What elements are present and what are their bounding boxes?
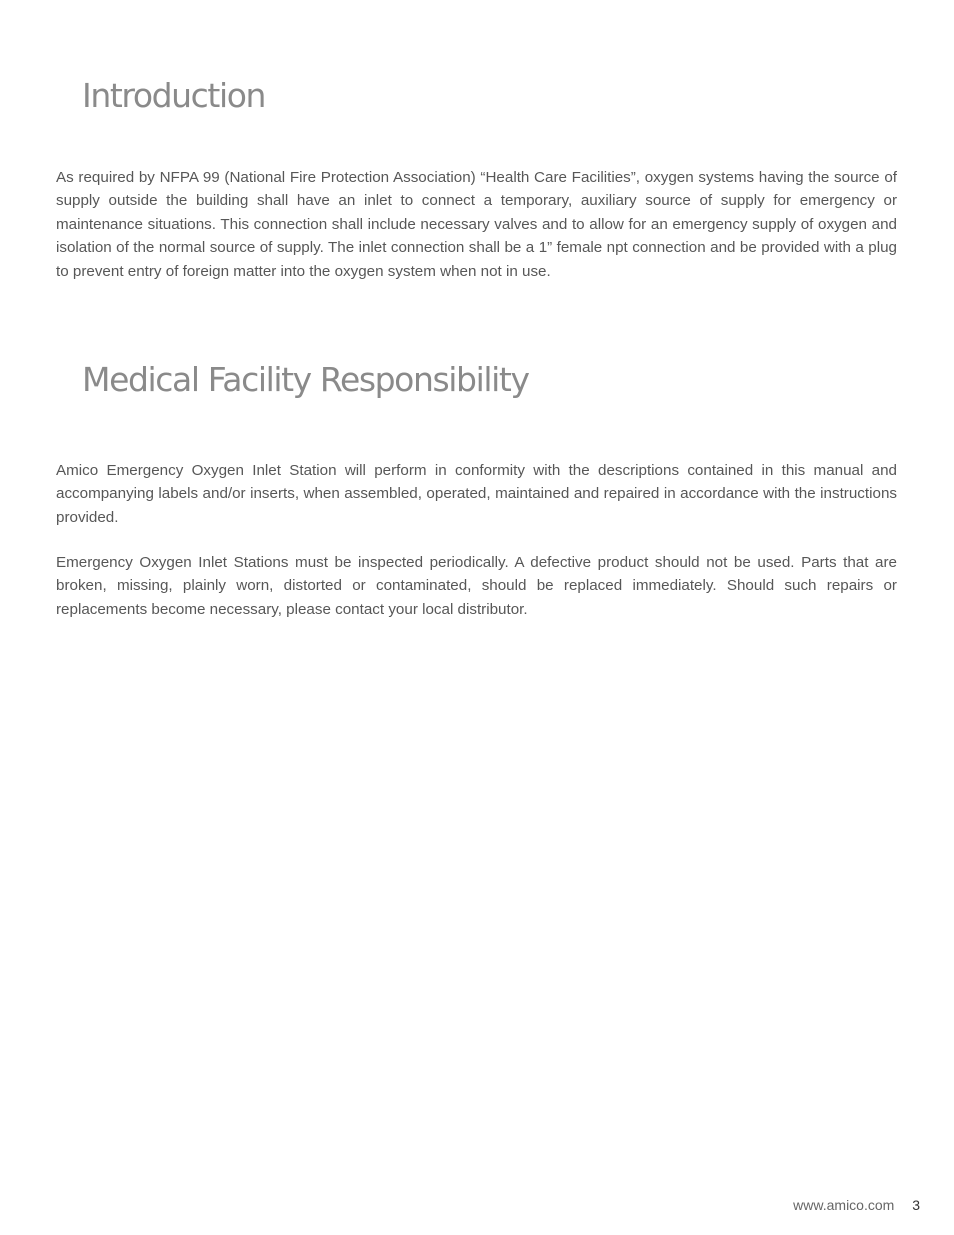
footer-website-link[interactable]: www.amico.com xyxy=(793,1197,895,1213)
page-number: 3 xyxy=(912,1197,920,1213)
responsibility-paragraph-inspection: Emergency Oxygen Inlet Stations must be inspected periodically. A defective product should not be used. Parts that are broken, missing, plainly worn, distorted or contaminated, should be replaced immediately. Should such repairs or replacements become necessary, please contact your local distributor. xyxy=(56,554,897,618)
responsibility-heading: Medical Facility Responsibility xyxy=(82,360,529,399)
introduction-heading: Introduction xyxy=(82,76,266,115)
responsibility-paragraph-conformity: Amico Emergency Oxygen Inlet Station will perform in conformity with the descriptions contained in this manual and accompanying labels and/or inserts, when assembled, operated, maintained and repaired in accordance with the instructions provided. xyxy=(56,462,897,526)
page-footer xyxy=(793,1197,920,1213)
introduction-paragraph: As required by NFPA 99 (National Fire Protection Association) “Health Care Facilities”, oxygen systems having the source of supply outside the building shall have an inlet to connect a temporary, auxiliary source of supply for emergency or maintenance situations. This connection shall include necessary valves and to allow for an emergency supply of oxygen and isolation of the normal source of supply. The inlet connection shall be a 1” female npt connection and be provided with a plug to prevent entry of foreign matter into the oxygen system when not in use. xyxy=(56,169,897,280)
